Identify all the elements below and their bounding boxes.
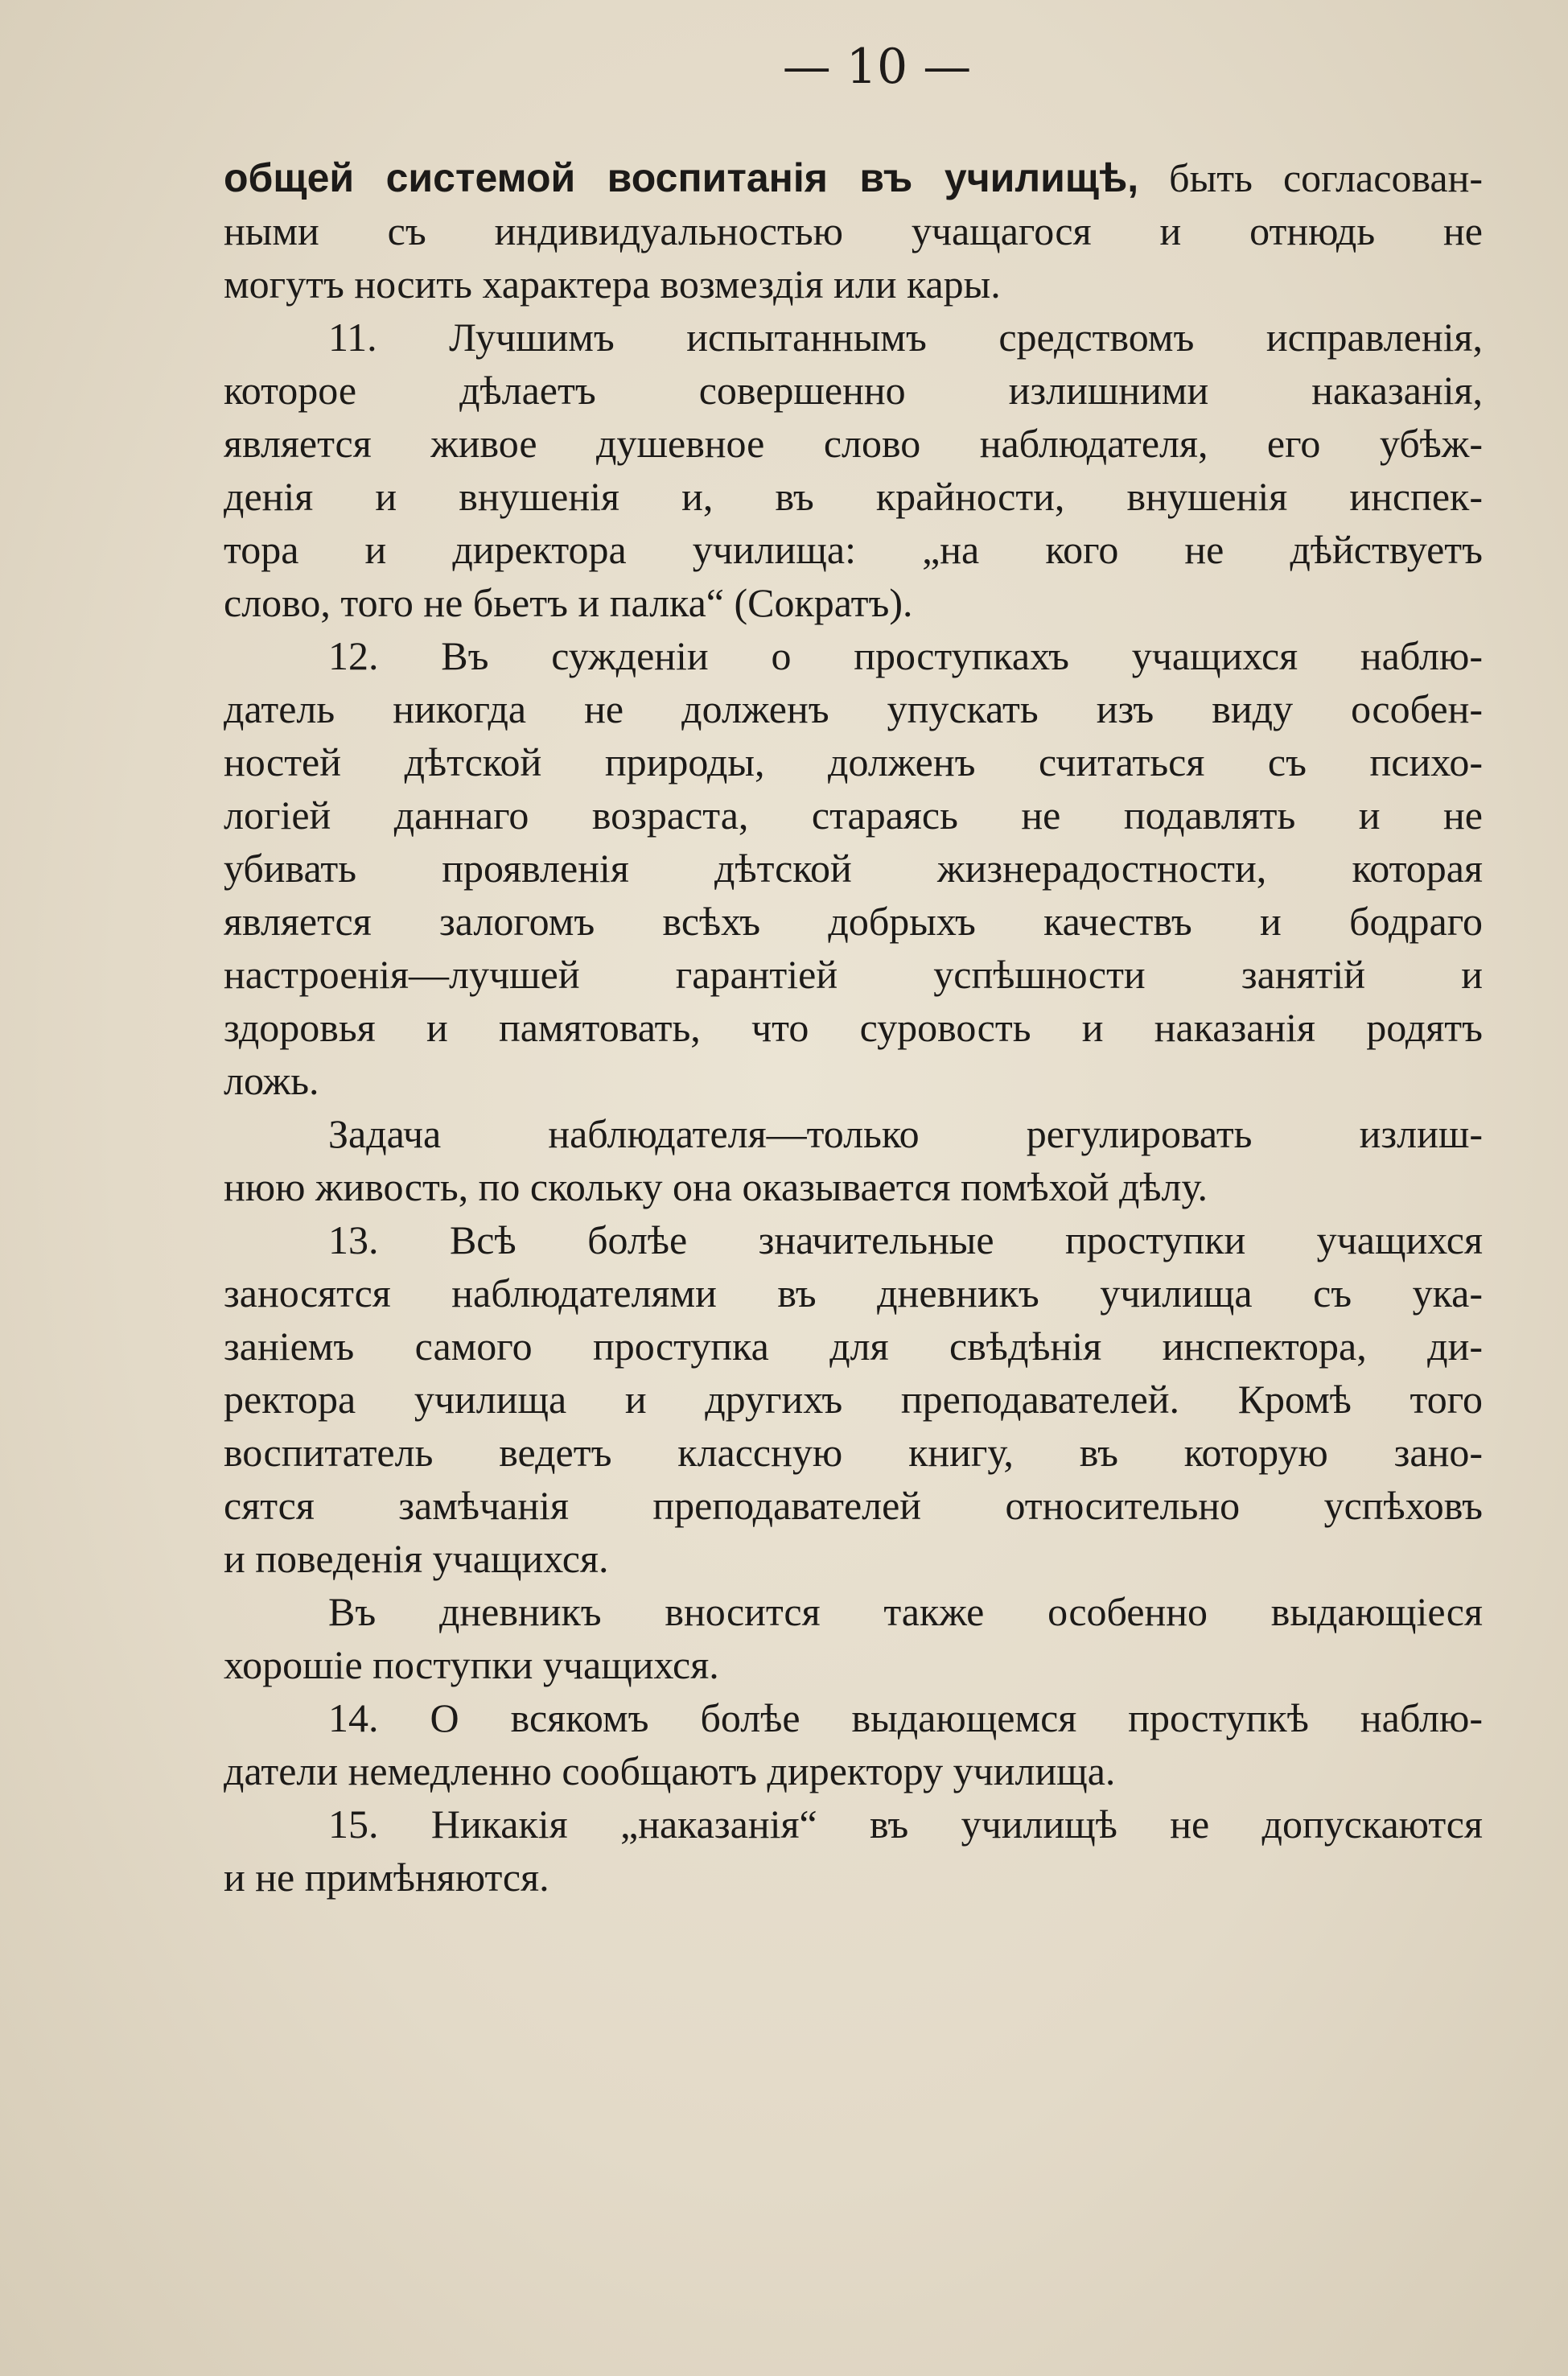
text-line: и не примѣняются. <box>224 1855 549 1900</box>
text-line: убивать проявленія дѣтской жизнерадостности, которая <box>224 846 1483 891</box>
paragraph-continuation <box>224 151 1483 311</box>
paragraph-11 <box>224 311 1483 629</box>
paragraph-diary <box>224 1585 1483 1691</box>
text-line: нюю живость, по скольку она оказывается помѣхой дѣлу. <box>224 1164 1208 1209</box>
text-line: является залогомъ всѣхъ добрыхъ качествъ и бодраго <box>224 899 1483 944</box>
text-line: датель никогда не долженъ упускать изъ виду особен- <box>224 686 1483 731</box>
text-line: ложь. <box>224 1058 319 1103</box>
text-line <box>224 151 1483 204</box>
text-line: хорошіе поступки учащихся. <box>224 1642 719 1687</box>
text-line: здоровья и памятовать, что суровость и наказанія родятъ <box>224 1005 1483 1050</box>
text-fragment: быть согласован- <box>1138 155 1483 200</box>
text-line: воспитатель ведетъ классную книгу, въ которую зано- <box>224 1430 1483 1475</box>
text-line: денія и внушенія и, въ крайности, внушенія инспек- <box>224 474 1483 519</box>
text-line: могутъ носить характера возмездія или кары. <box>224 261 1001 307</box>
paragraph-12 <box>224 629 1483 1107</box>
text-line: тора и директора училища: „на кого не дѣйствуетъ <box>224 527 1483 572</box>
paragraph-13 <box>224 1213 1483 1585</box>
text-line: датели немедленно сообщаютъ директору училища. <box>224 1748 1116 1793</box>
text-line: сятся замѣчанія преподавателей относительно успѣховъ <box>224 1483 1483 1528</box>
text-line: 11. Лучшимъ испытаннымъ средствомъ исправленія, <box>328 315 1483 360</box>
text-line: ректора училища и другихъ преподавателей. Кромѣ того <box>224 1377 1483 1422</box>
text-line: Задача наблюдателя—только регулировать излиш- <box>328 1111 1483 1156</box>
page-number: — 10 — <box>782 39 972 95</box>
text-line: заносятся наблюдателями въ дневникъ училища съ ука- <box>224 1270 1483 1316</box>
text-line: которое дѣлаетъ совершенно излишними наказанія, <box>224 368 1483 413</box>
paragraph-14 <box>224 1691 1483 1797</box>
text-line: 12. Въ сужденіи о проступкахъ учащихся наблю- <box>328 633 1483 678</box>
text-line: 15. Никакія „наказанія“ въ училищѣ не допускаются <box>328 1802 1483 1847</box>
text-line: заніемъ самого проступка для свѣдѣнія инспектора, ди- <box>224 1324 1483 1369</box>
text-line: логіей даннаго возраста, стараясь не подавлять и не <box>224 793 1483 838</box>
text-line: 14. О всякомъ болѣе выдающемся проступкѣ наблю- <box>328 1695 1483 1740</box>
bold-phrase: общей системой воспитанія въ училищѣ, <box>224 155 1139 200</box>
text-line: является живое душевное слово наблюдателя, его убѣж- <box>224 421 1483 466</box>
text-line: Въ дневникъ вносится также особенно выдающіеся <box>328 1589 1483 1634</box>
page-body <box>224 151 1483 1904</box>
paragraph-15 <box>224 1797 1483 1904</box>
paragraph-observer-task <box>224 1107 1483 1213</box>
text-line: настроенія—лучшей гарантіей успѣшности занятій и <box>224 952 1483 997</box>
text-line: ными съ индивидуальностью учащагося и отнюдь не <box>224 208 1483 253</box>
text-line: слово, того не бьетъ и палка“ (Сократъ). <box>224 580 913 625</box>
text-line: и поведенія учащихся. <box>224 1536 609 1581</box>
text-line: ностей дѣтской природы, долженъ считаться съ психо- <box>224 739 1483 784</box>
text-line: 13. Всѣ болѣе значительные проступки учащихся <box>328 1217 1483 1262</box>
